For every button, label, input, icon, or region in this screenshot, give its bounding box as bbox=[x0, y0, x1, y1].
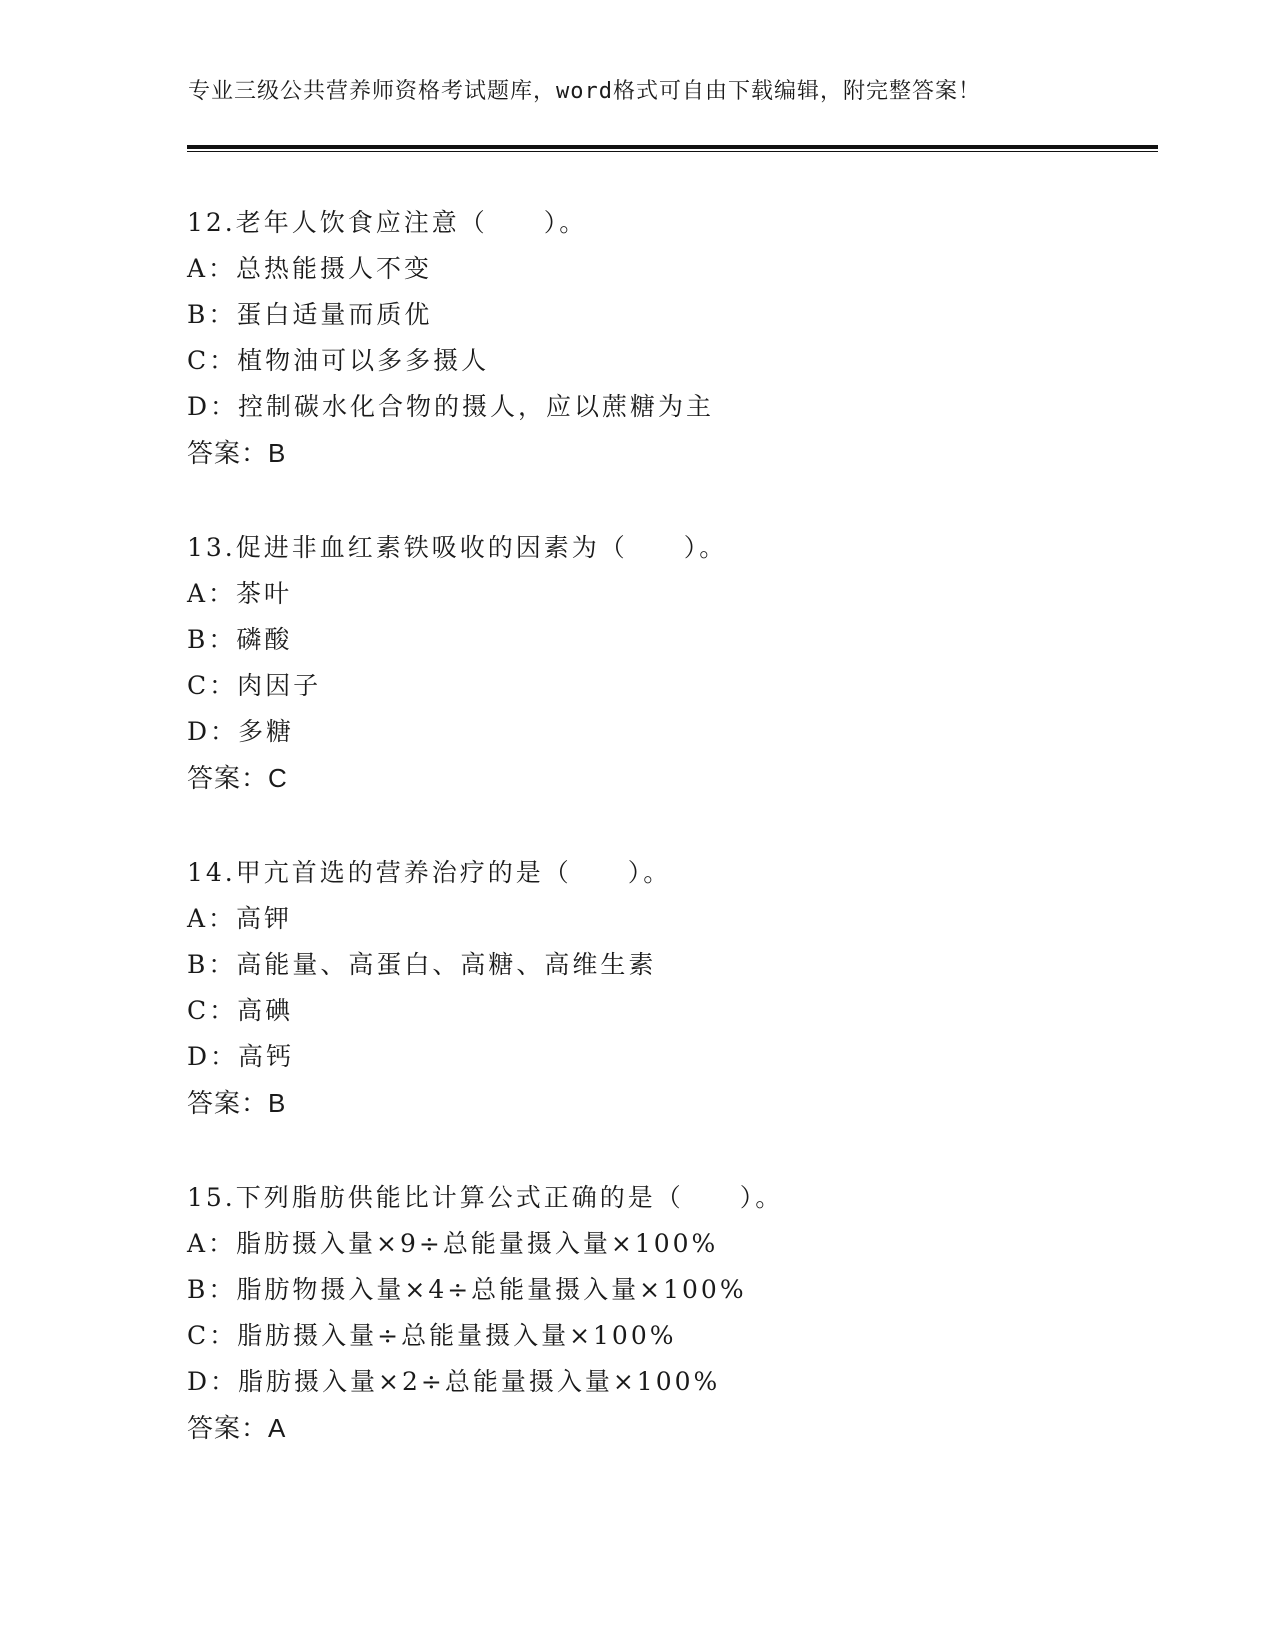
header-divider-thick bbox=[187, 145, 1158, 149]
option-a: A：茶叶 bbox=[187, 579, 293, 608]
question-stem: 13.促进非血红素铁吸收的因素为（ ）。 bbox=[187, 533, 728, 562]
option-b: B：磷酸 bbox=[187, 625, 293, 654]
question-14 bbox=[187, 850, 1147, 1126]
option-b: B：脂肪物摄入量×4÷总能量摄入量×100% bbox=[187, 1275, 747, 1304]
option-b: B：高能量、高蛋白、高糖、高维生素 bbox=[187, 950, 657, 979]
question-stem: 14.甲亢首选的营养治疗的是（ ）。 bbox=[187, 858, 672, 887]
option-a: A：高钾 bbox=[187, 904, 293, 933]
option-a: A：脂肪摄入量×9÷总能量摄入量×100% bbox=[187, 1229, 719, 1258]
option-b: B：蛋白适量而质优 bbox=[187, 300, 433, 329]
header-divider-thin bbox=[187, 151, 1158, 152]
question-13 bbox=[187, 525, 1147, 801]
option-c: C：肉因子 bbox=[187, 671, 322, 700]
answer-line: 答案：A bbox=[187, 1413, 287, 1443]
option-d: D：多糖 bbox=[187, 717, 295, 746]
question-list bbox=[187, 200, 1147, 1500]
option-c: C：植物油可以多多摄人 bbox=[187, 346, 490, 375]
answer-line: 答案：C bbox=[187, 763, 288, 793]
answer-line: 答案：B bbox=[187, 438, 287, 468]
option-c: C：脂肪摄入量÷总能量摄入量×100% bbox=[187, 1321, 677, 1350]
page-header: 专业三级公共营养师资格考试题库，word格式可自由下载编辑，附完整答案！ bbox=[188, 79, 981, 104]
option-d: D：高钙 bbox=[187, 1042, 295, 1071]
option-c: C：高碘 bbox=[187, 996, 294, 1025]
option-a: A：总热能摄人不变 bbox=[187, 254, 433, 283]
option-d: D：控制碳水化合物的摄人，应以蔗糖为主 bbox=[187, 392, 715, 421]
question-stem: 12.老年人饮食应注意（ ）。 bbox=[187, 208, 588, 237]
question-stem: 15.下列脂肪供能比计算公式正确的是（ ）。 bbox=[187, 1183, 784, 1212]
question-15 bbox=[187, 1175, 1147, 1451]
answer-line: 答案：B bbox=[187, 1088, 287, 1118]
question-12 bbox=[187, 200, 1147, 476]
option-d: D：脂肪摄入量×2÷总能量摄入量×100% bbox=[187, 1367, 721, 1396]
